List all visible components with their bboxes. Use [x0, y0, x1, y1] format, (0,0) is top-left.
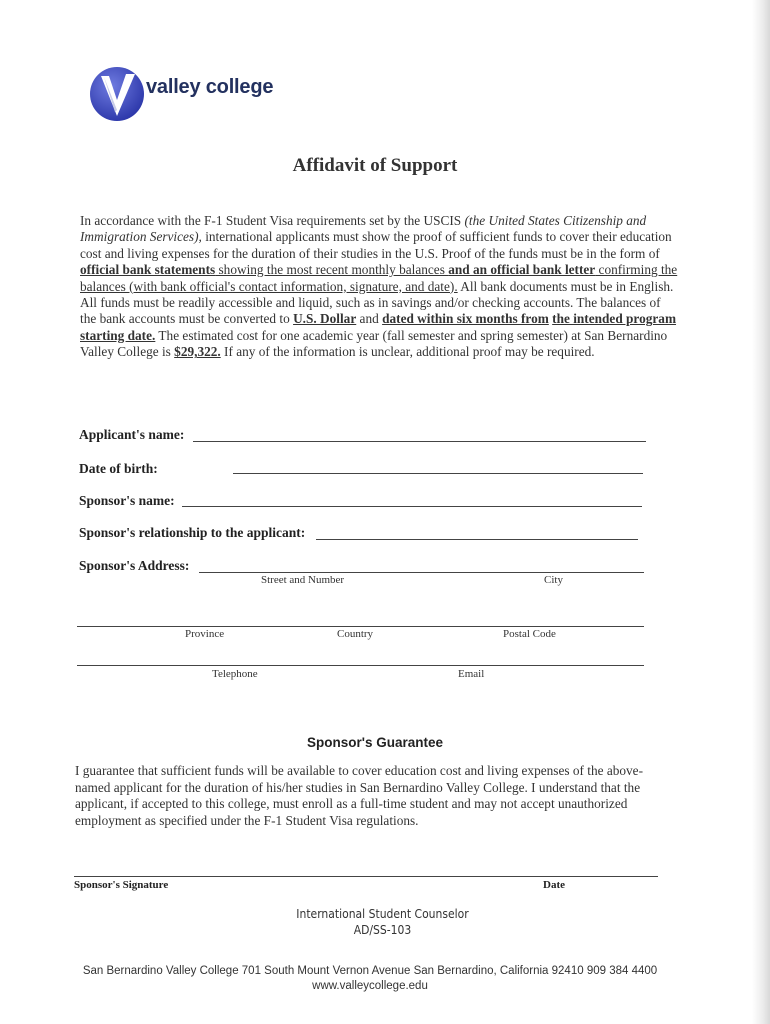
- guarantee-title: Sponsor's Guarantee: [307, 735, 443, 750]
- cost-emphasis: $29,322.: [174, 344, 221, 360]
- logo-text: valley college: [146, 76, 274, 98]
- dob-field[interactable]: [233, 473, 643, 474]
- province-sublabel: Province: [185, 628, 225, 640]
- dob-label: Date of birth:: [79, 461, 158, 476]
- footer-address: San Bernardino Valley College 701 South Mount Vernon Avenue San Bernardino, California 92410 909 384 4400: [82, 965, 658, 977]
- footer-website[interactable]: www.valleycollege.edu: [312, 980, 428, 992]
- counselor-title: International Student Counselor: [296, 907, 469, 921]
- email-sublabel: Email: [458, 668, 485, 680]
- sponsor-signature-label: Sponsor's Signature: [74, 879, 169, 891]
- uscis-italic: (the United States Citizenship and Immigration Services),: [80, 213, 647, 245]
- signature-line[interactable]: [74, 876, 658, 877]
- sponsor-name-field[interactable]: [182, 506, 642, 507]
- intro-text-4: confirming the balances (with bank official's contact information, signature, and date).: [80, 262, 678, 294]
- intended-date-emphasis: the intended program starting date.: [80, 311, 677, 343]
- page-edge-shadow: [752, 0, 770, 1024]
- applicant-name-label: Applicant's name:: [79, 427, 185, 442]
- street-sublabel: Street and Number: [261, 574, 345, 586]
- postal-code-sublabel: Postal Code: [503, 628, 556, 640]
- guarantee-paragraph: I guarantee that sufficient funds will be available to cover education cost and living expenses of the above-named applicant for the duration of his/her studies in San Bernardino Valley College. I understand that the applicant, if accepted to this college, must enroll as a full-time student and may not accept unauthorized employment as specified under the F-1 Student Visa regulations.: [75, 763, 644, 828]
- intro-text-2: international applicants must show the proof of sufficient funds to cover their education cost and living expenses for the duration of their studies in the U.S. Proof of the funds must be in the form of: [80, 229, 672, 261]
- address-label: Sponsor's Address:: [79, 558, 190, 573]
- document-title: Affidavit of Support: [292, 155, 458, 176]
- bank-statements-emphasis: official bank statements: [80, 262, 216, 278]
- country-sublabel: Country: [337, 628, 374, 640]
- relationship-field[interactable]: [316, 539, 638, 540]
- counselor-block: [0, 906, 765, 938]
- dated-within-emphasis: dated within six months from: [382, 311, 549, 327]
- form-code: AD/SS-103: [353, 923, 412, 937]
- contact-line[interactable]: [77, 665, 644, 666]
- valley-v-logo-icon: [88, 64, 148, 124]
- address-line-2[interactable]: [77, 626, 644, 627]
- relationship-label: Sponsor's relationship to the applicant:: [79, 525, 306, 540]
- intro-text-5: All bank documents must be in English. All funds must be readily accessible and liquid, such as in savings and/or checking accounts. The balances of the bank accounts must be converted to: [80, 278, 674, 327]
- intro-text-6: and: [356, 311, 383, 327]
- footer: [0, 964, 740, 994]
- telephone-sublabel: Telephone: [212, 668, 258, 680]
- intro-text-8: The estimated cost for one academic year (fall semester and spring semester) at San Bernardino Valley College is: [80, 327, 668, 360]
- address-line-1[interactable]: [199, 572, 644, 573]
- applicant-name-field[interactable]: [193, 441, 646, 442]
- college-logo: [88, 64, 348, 124]
- intro-text-1: In accordance with the F-1 Student Visa requirements set by the USCIS: [80, 213, 465, 228]
- official-bank-letter-emphasis: and an official bank letter: [448, 262, 596, 278]
- intro-paragraph: [80, 213, 680, 361]
- intro-text-9: If any of the information is unclear, additional proof may be required.: [220, 344, 595, 360]
- city-sublabel: City: [544, 574, 563, 586]
- date-label: Date: [543, 879, 565, 891]
- sponsor-name-label: Sponsor's name:: [79, 493, 175, 508]
- intro-text-3: showing the most recent monthly balances: [215, 262, 449, 278]
- usd-emphasis: U.S. Dollar: [293, 311, 357, 327]
